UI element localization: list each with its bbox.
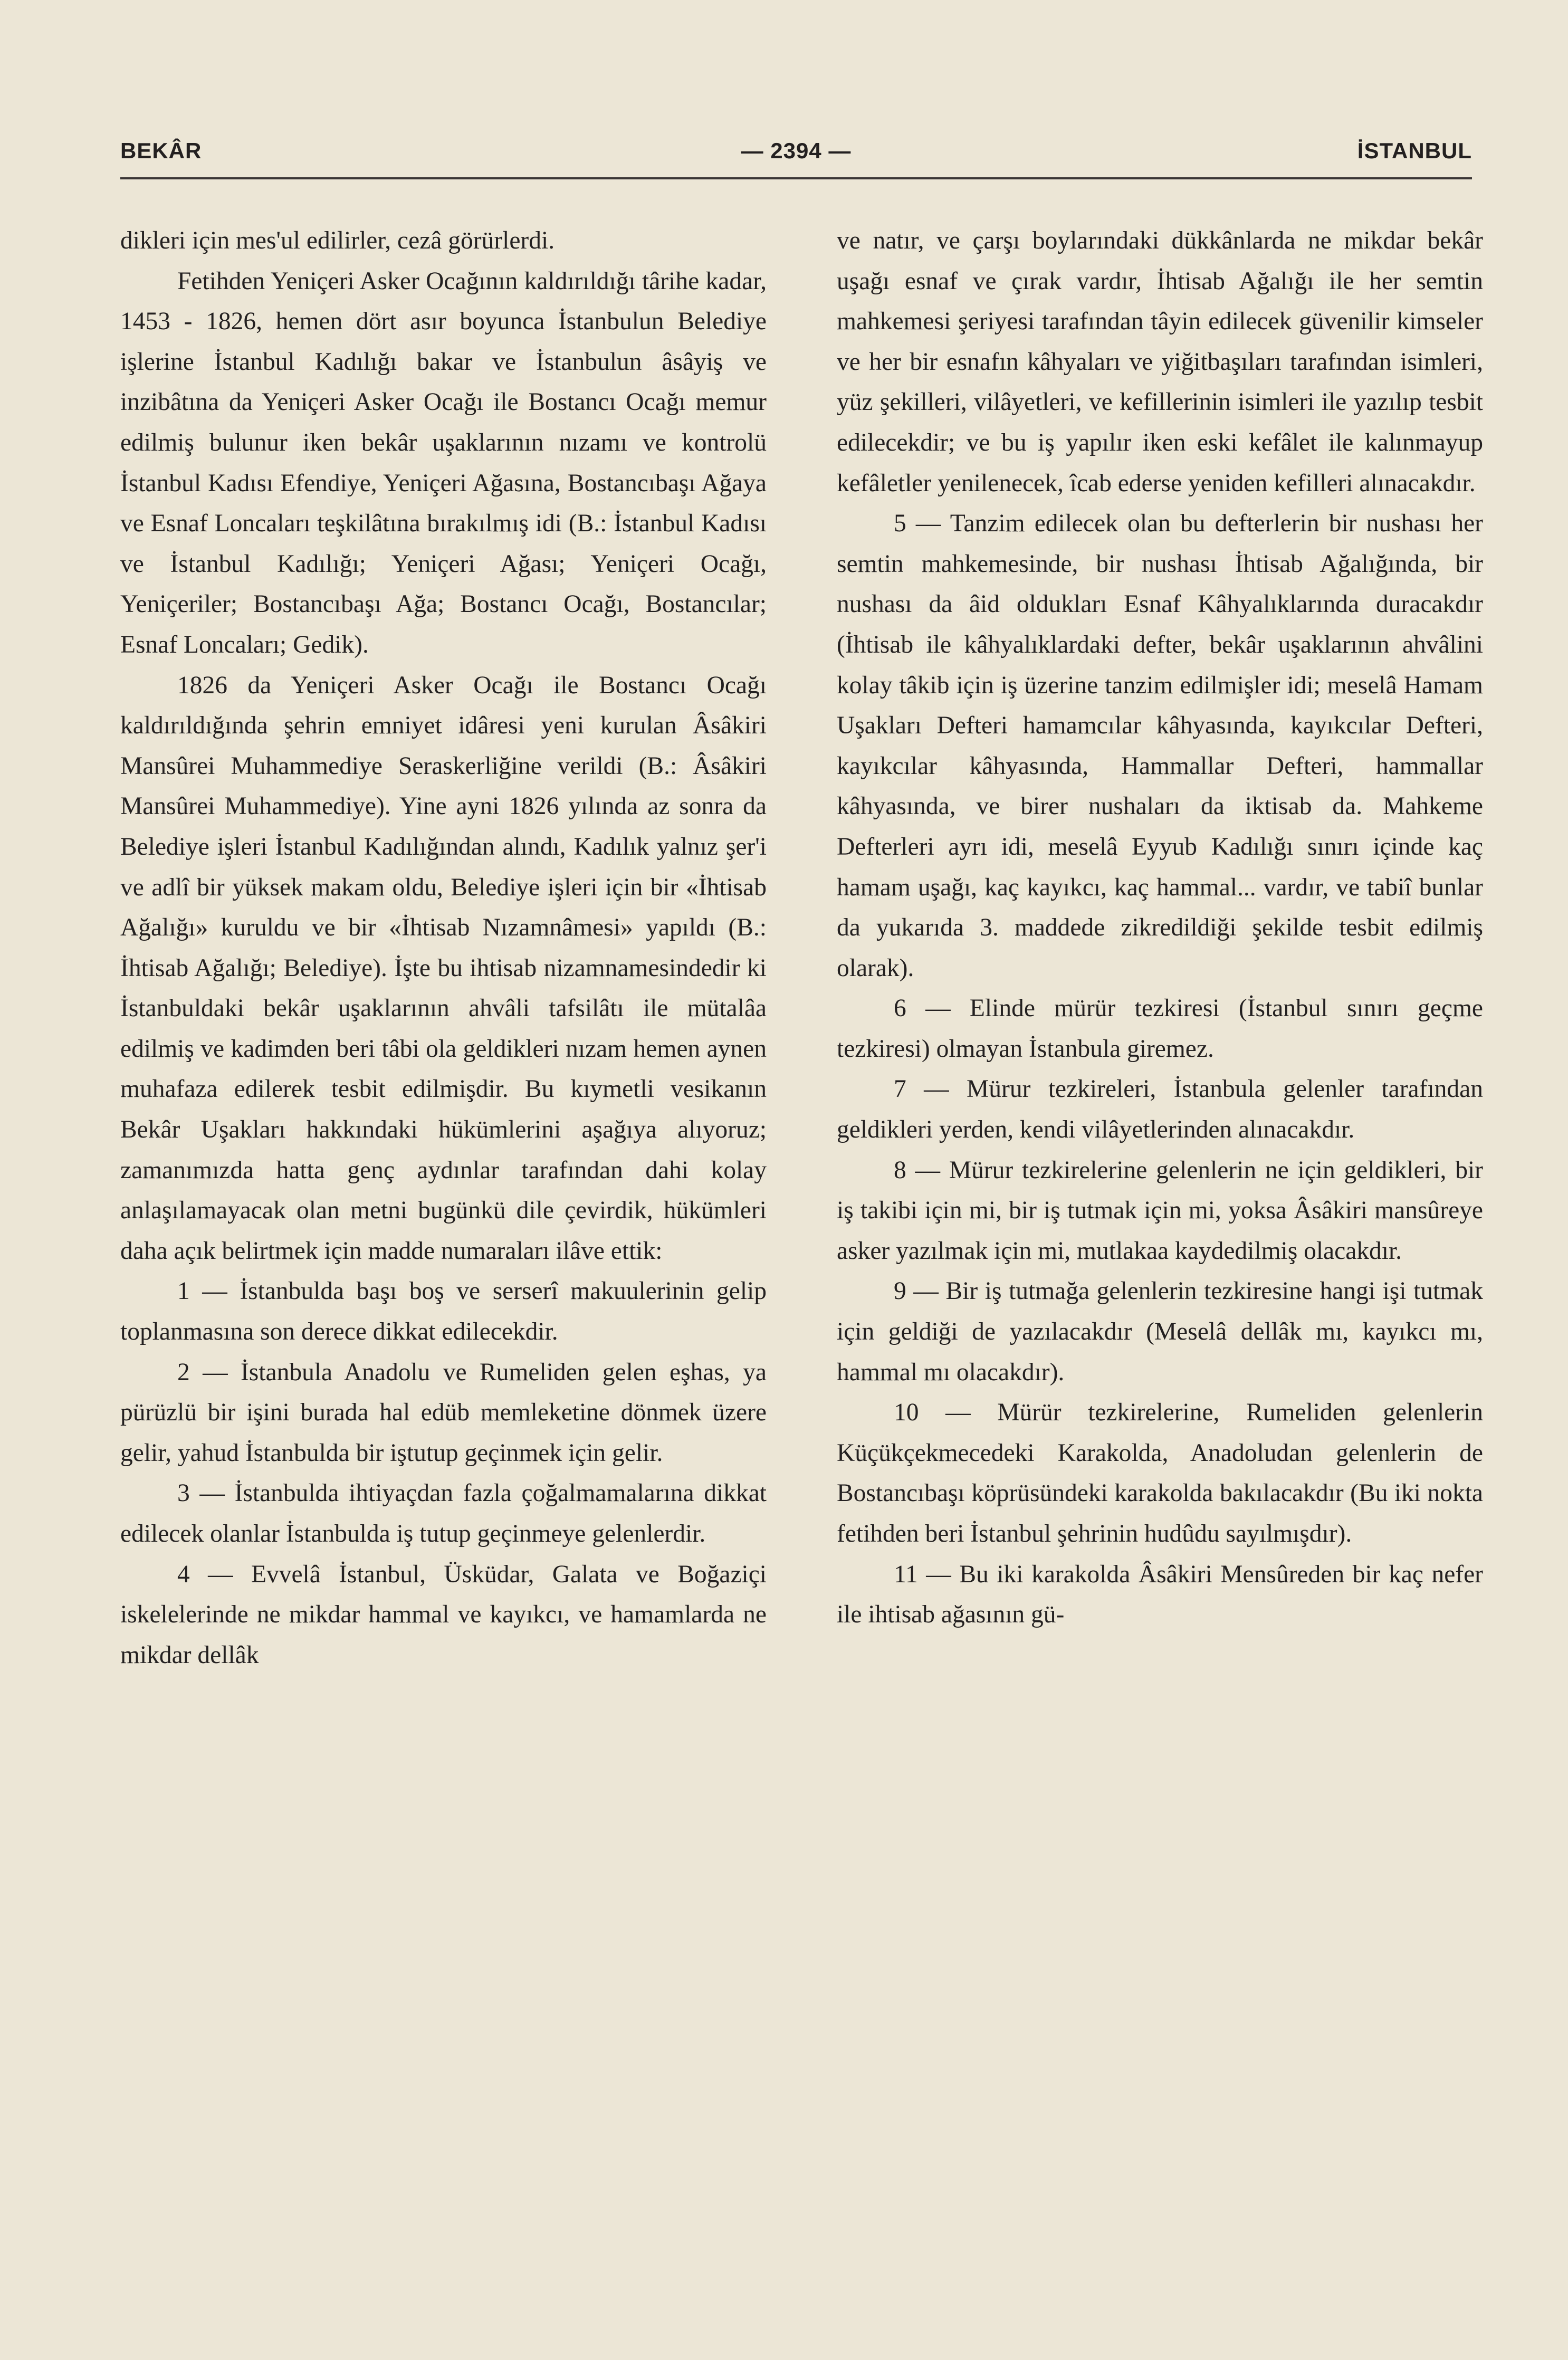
header-city: İSTANBUL [1357, 138, 1472, 163]
paragraph: dikleri için mes'ul edilirler, cezâ görürlerdi. [120, 227, 555, 254]
article-2: 2 — İstanbula Anadolu ve Rumeliden gelen eşhas, ya pürüzlü bir işini burada hal edüb memleketine dönmek üzere gelir, yahud İstanbulda bir iştutup geçinmek için gelir. [120, 1358, 767, 1467]
article-10: 10 — Mürür tezkirelerine, Rumeliden gelenlerin Küçükçekmecedeki Karakolda, Anadoludan gelenlerin de Bostancıbaşı köprüsündeki karakolda bakılacakdır (Bu iki nokta fetihden beri İstanbul şehrinin hudûdu sayılmışdır). [837, 1399, 1483, 1547]
paragraph: 1826 da Yeniçeri Asker Ocağı ile Bostancı Ocağı kaldırıldığında şehrin emniyet idâresi yeni kurulan Âsâkiri Mansûrei Muhammediye Seraskerliğine verildi (B.: Âsâkiri Mansûrei Muhammediye). Yine ayni 1826 yılında az sonra da Belediye işleri İstanbul Kadılığından alındı, Kadılık yalnız şer'i ve adlî bir yüksek makam oldu, Belediye işleri için bir «İhtisab Ağalığı» kuruldu ve bir «İhtisab Nızamnâmesi» yapıldı (B.: İhtisab Ağalığı; Belediye). İşte bu ihtisab nizamnamesindedir ki İstanbuldaki bekâr uşaklarının ahvâli tafsilâtı ile mütalâa edilmiş ve kadimden beri tâbi ola geldikleri nızam hemen aynen muhafaza edilerek tesbit edilmişdir. Bu kıymetli vesikanın Bekâr Uşakları hakkındaki hükümlerini aşağıya alıyoruz; zamanımızda hatta genç aydınlar tarafından dahi kolay anlaşılamayacak olan metni bugünkü dile çevirdik, hükümleri daha açık belirtmek için madde numaraları ilâve ettik: [120, 671, 767, 1265]
page-header [120, 138, 1472, 170]
article-1: 1 — İstanbulda başı boş ve serserî makuulerinin gelip toplanmasına son derece dikkat edilecekdir. [120, 1277, 767, 1346]
article-8: 8 — Mürur tezkirelerine gelenlerin ne için geldikleri, bir iş takibi için mi, bir iş tutmak için mi, yoksa Âsâkiri mansûreye asker yazılmak için mi, mutlakaa kaydedilmiş olacakdır. [837, 1156, 1483, 1265]
header-entry-word: BEKÂR [120, 138, 202, 163]
left-column [120, 221, 767, 1675]
article-6: 6 — Elinde mürür tezkiresi (İstanbul sınırı geçme tezkiresi) olmayan İstanbula giremez. [837, 995, 1483, 1063]
header-rule [120, 177, 1472, 179]
article-4: 4 — Evvelâ İstanbul, Üsküdar, Galata ve Boğaziçi iskelelerinde ne mikdar hammal ve kayıkcı, ve hamamlarda ne mikdar dellâk [120, 1560, 767, 1669]
right-column [837, 221, 1483, 1635]
article-5: 5 — Tanzim edilecek olan bu defterlerin bir nushası her semtin mahkemesinde, bir nushası İhtisab Ağalığında, bir nushası da âid oldukları Esnaf Kâhyalıklarında duracakdır (İhtisab ile kâhyalıklardaki defter, bekâr uşaklarının ahvâlini kolay tâkib için iş üzerine tanzim edilmişler idi; meselâ Hamam Uşakları Defteri hamamcılar kâhyasında, kayıkcılar Defteri, kayıkcılar kâhyasında, Hammallar Defteri, hammallar kâhyasında, ve birer nushaları da iktisab da. Mahkeme Defterleri ayrı idi, meselâ Eyyub Kadılığı sınırı içinde kaç hamam uşağı, kaç kayıkcı, kaç hammal... vardır, ve tabiî bunlar da yukarıda 3. maddede zikredildiği şekilde tesbit edilmiş olarak). [837, 510, 1483, 982]
article-3: 3 — İstanbulda ihtiyaçdan fazla çoğalmamalarına dikkat edilecek olanlar İstanbulda iş tutup geçinmeye gelenlerdir. [120, 1479, 767, 1547]
paragraph: Fetihden Yeniçeri Asker Ocağının kaldırıldığı târihe kadar, 1453 - 1826, hemen dört asır boyunca İstanbulun Belediye işlerine İstanbul Kadılığı bakar ve İstanbulun âsâyiş ve inzibâtına da Yeniçeri Asker Ocağı ile Bostancı Ocağı memur edilmiş bulunur iken bekâr uşaklarının nızamı ve kontrolü İstanbul Kadısı Efendiye, Yeniçeri Ağasına, Bostancıbaşı Ağaya ve Esnaf Loncaları teşkilâtına bırakılmış idi (B.: İstanbul Kadısı ve İstanbul Kadılığı; Yeniçeri Ağası; Yeniçeri Ocağı, Yeniçeriler; Bostancıbaşı Ağa; Bostancı Ocağı, Bostancılar; Esnaf Loncaları; Gedik). [120, 267, 767, 658]
article-9: 9 — Bir iş tutmağa gelenlerin tezkiresine hangi işi tutmak için geldiği de yazılacakdır (Meselâ dellâk mı, kayıkcı mı, hammal mı olacakdır). [837, 1277, 1483, 1386]
article-7: 7 — Mürur tezkireleri, İstanbula gelenler tarafından geldikleri yerden, kendi vilâyetlerinden alınacakdır. [837, 1075, 1483, 1144]
article-11: 11 — Bu iki karakolda Âsâkiri Mensûreden bir kaç nefer ile ihtisab ağasının gü- [837, 1560, 1483, 1629]
page-number: — 2394 — [741, 138, 852, 163]
paragraph: ve natır, ve çarşı boylarındaki dükkânlarda ne mikdar bekâr uşağı esnaf ve çırak vardır, İhtisab Ağalığı ile her semtin mahkemesi şeriyesi tarafından tâyin edilecek güvenilir kimseler ve her bir esnafın kâhyaları ve yiğitbaşıları tarafından isimleri, yüz şekilleri, vilâyetleri, ve kefillerinin isimleri ile yazılıp tesbit edilecekdir; ve bu iş yapılır iken eski kefâlet ile kalınmayup kefâletler yenilenecek, îcab ederse yeniden kefilleri alınacakdır. [837, 227, 1483, 497]
